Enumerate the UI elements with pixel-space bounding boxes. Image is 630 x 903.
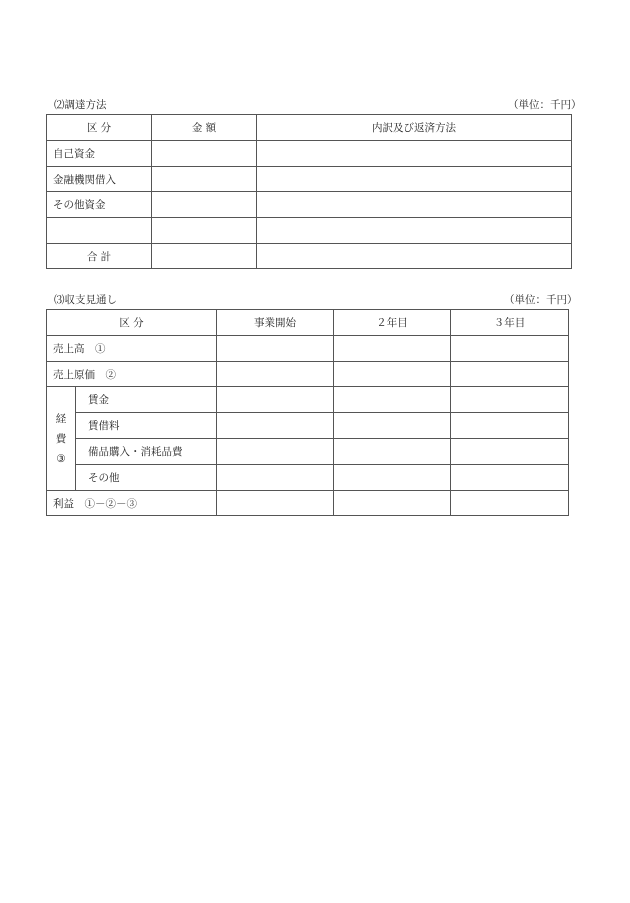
table-header-row [47,310,569,336]
value-cell[interactable] [217,491,334,516]
profit-row [47,491,569,516]
amount-cell[interactable] [152,218,257,244]
header-detail: 内訳及び返済方法 [257,115,572,141]
value-cell[interactable] [334,362,451,387]
amount-cell[interactable] [152,244,257,269]
expense-char: 費 [55,432,67,445]
income-forecast-table [46,309,569,516]
value-cell[interactable] [217,362,334,387]
amount-cell[interactable] [152,141,257,167]
detail-cell[interactable] [257,167,572,192]
table-row [47,141,572,167]
value-cell[interactable] [217,336,334,362]
value-cell[interactable] [451,413,569,439]
table-row [47,387,569,413]
row-label-rent: 賃借料 [76,413,217,439]
value-cell[interactable] [451,491,569,516]
table-row [47,362,569,387]
procurement-table [46,114,572,269]
header-category: 区 分 [47,310,217,336]
table-row [47,413,569,439]
value-cell[interactable] [334,465,451,491]
table-row [47,167,572,192]
section2-title: ⑵調達方法 [54,99,107,111]
value-cell[interactable] [334,491,451,516]
amount-cell[interactable] [152,192,257,218]
table-row [47,218,572,244]
header-category: 区 分 [47,115,152,141]
row-label-wages: 賃金 [76,387,217,413]
value-cell[interactable] [334,387,451,413]
row-label: 自己資金 [47,141,152,167]
value-cell[interactable] [334,413,451,439]
value-cell[interactable] [334,439,451,465]
value-cell[interactable] [334,336,451,362]
header-year-2: ２年目 [334,310,451,336]
value-cell[interactable] [451,362,569,387]
row-label: 金融機関借入 [47,167,152,192]
row-label-equipment: 備品購入・消耗品費 [76,439,217,465]
value-cell[interactable] [217,465,334,491]
table-header-row [47,115,572,141]
table-row [47,336,569,362]
header-amount: 金 額 [152,115,257,141]
value-cell[interactable] [451,336,569,362]
row-label-other: その他 [76,465,217,491]
value-cell[interactable] [451,439,569,465]
expense-char: ③ [56,452,66,465]
section3-unit: （単位：千円） [504,294,578,306]
value-cell[interactable] [217,387,334,413]
detail-cell[interactable] [257,192,572,218]
expense-group-label [47,387,76,491]
detail-cell[interactable] [257,218,572,244]
row-label-cost: 売上原価 ② [47,362,217,387]
header-year-start: 事業開始 [217,310,334,336]
table-row [47,465,569,491]
table-row [47,439,569,465]
total-label: 合 計 [47,244,152,269]
row-label-profit: 利益 ①－②－③ [47,491,217,516]
detail-cell[interactable] [257,244,572,269]
row-label[interactable] [47,218,152,244]
amount-cell[interactable] [152,167,257,192]
section2-unit: （単位：千円） [508,99,582,111]
total-row [47,244,572,269]
value-cell[interactable] [217,413,334,439]
detail-cell[interactable] [257,141,572,167]
row-label: その他資金 [47,192,152,218]
value-cell[interactable] [217,439,334,465]
value-cell[interactable] [451,465,569,491]
row-label-sales: 売上高 ① [47,336,217,362]
section3-title: ⑶収支見通し [54,294,117,306]
value-cell[interactable] [451,387,569,413]
table-row [47,192,572,218]
expense-char: 経 [55,412,67,425]
header-year-3: ３年目 [451,310,569,336]
